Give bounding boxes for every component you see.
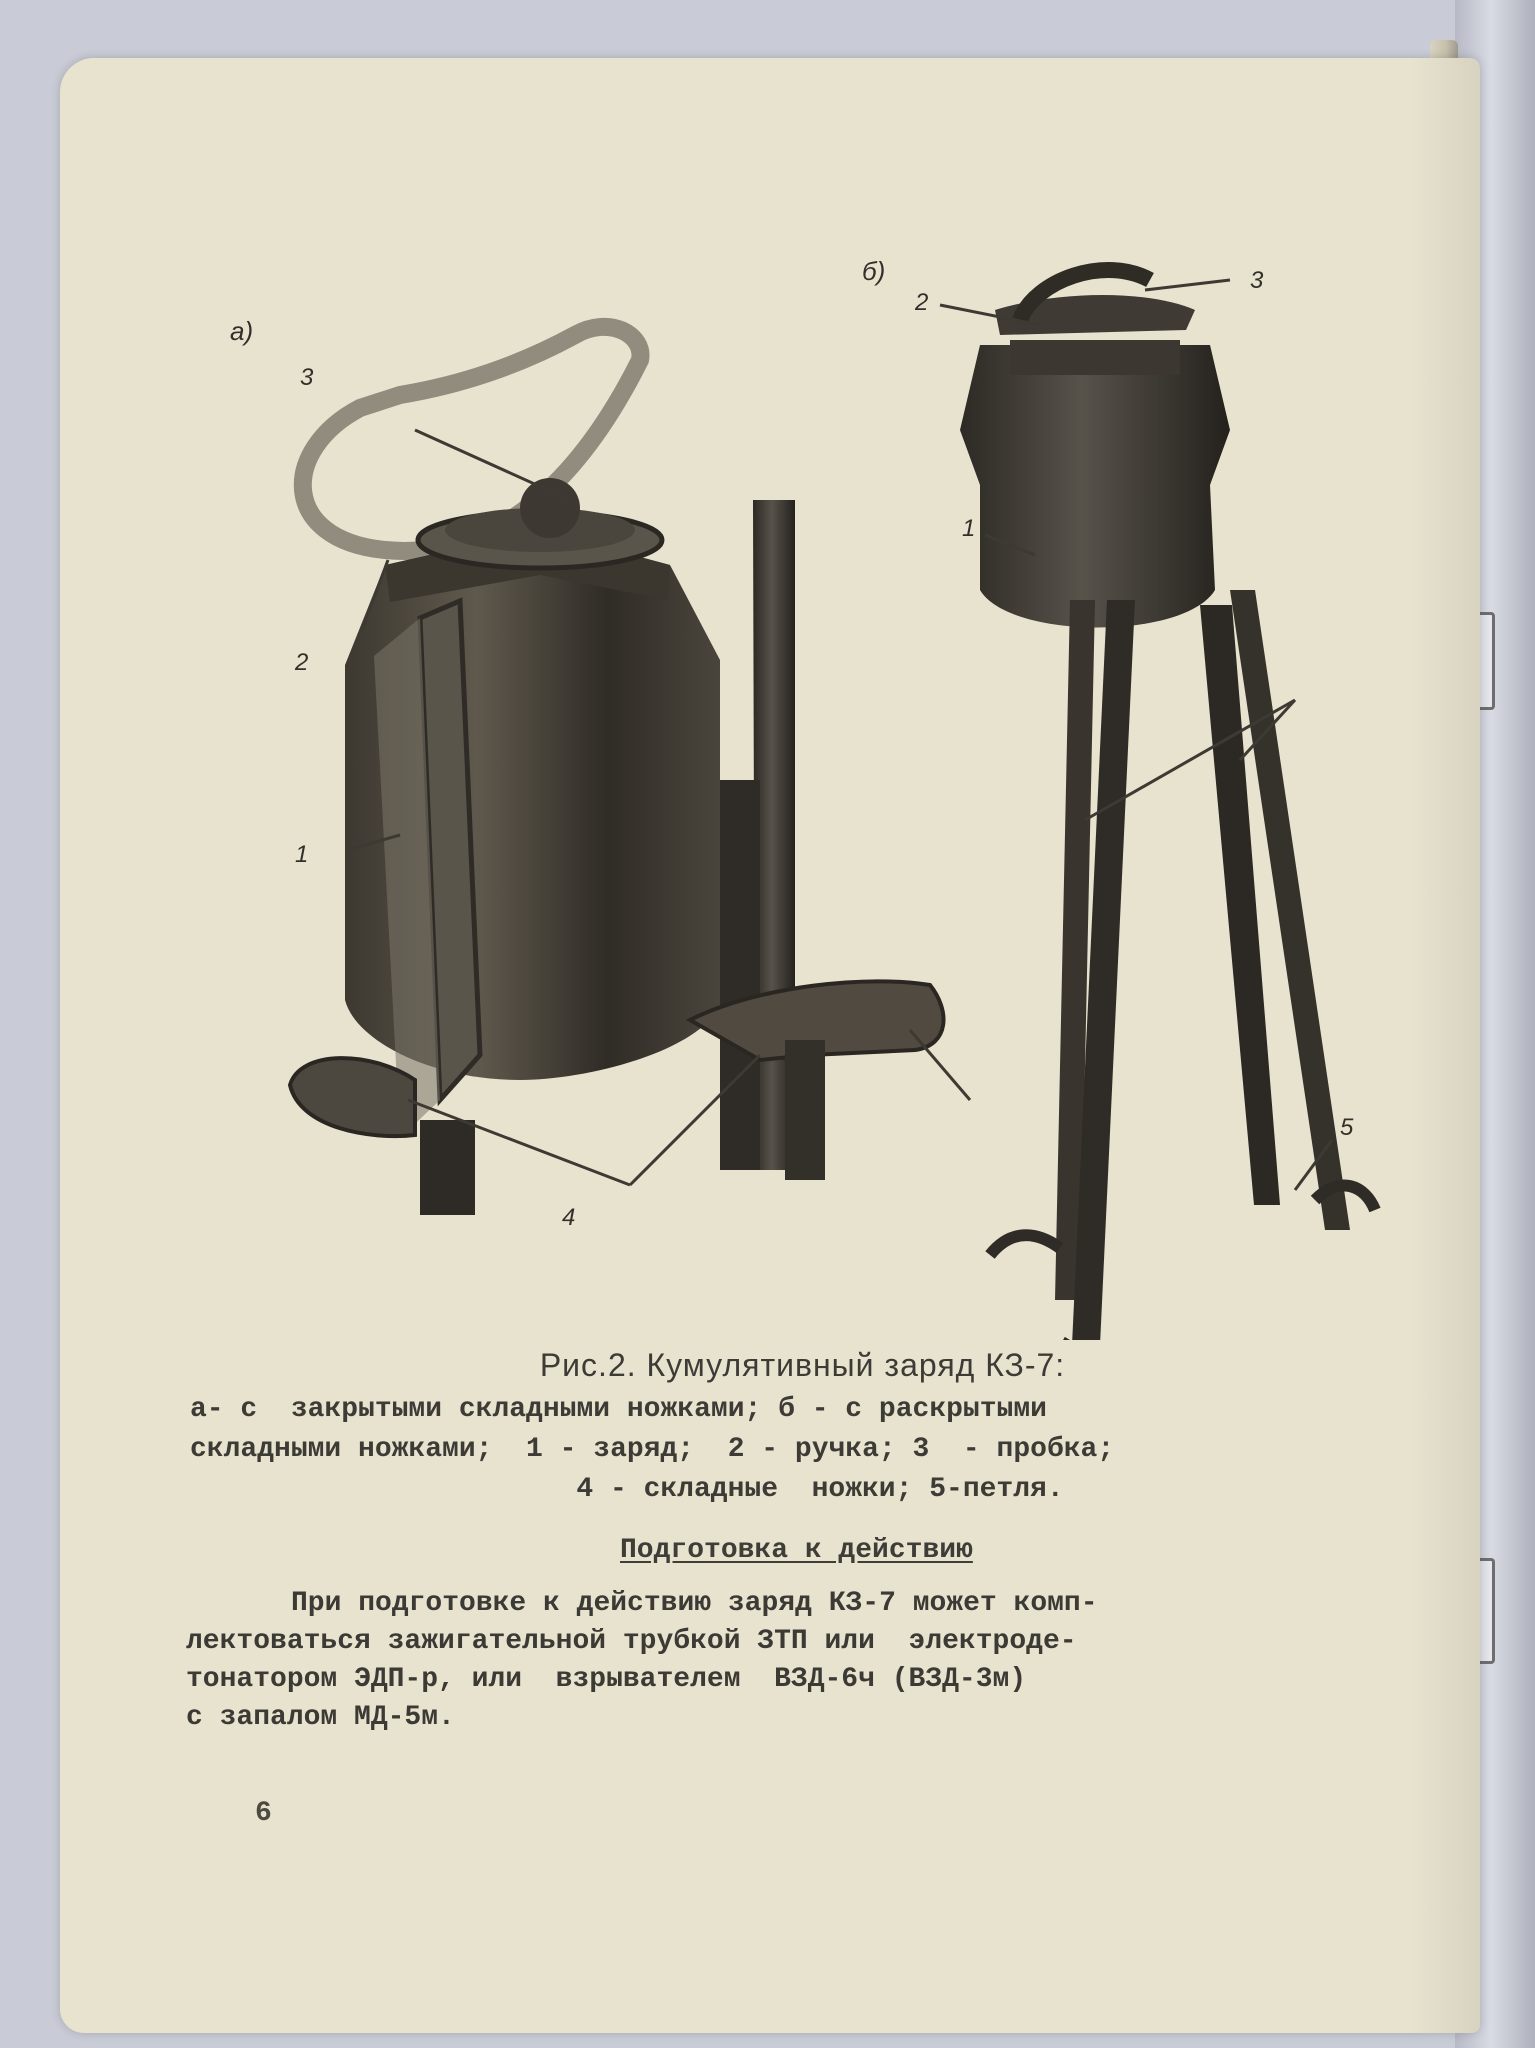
caption-line-3: 4 - складные ножки; 5-петля. [576,1474,1064,1505]
device-illustration-svg [70,170,1390,1340]
section-heading: Подготовка к действию [620,1535,973,1566]
callout-b-3: 3 [1250,267,1264,294]
caption-line-2: складными ножками; 1 - заряд; 2 - ручка; 3 - пробка; [190,1434,1115,1465]
callout-b-2: 2 [915,289,929,316]
callout-a-5: 5 [805,1089,819,1116]
page-number: 6 [255,1798,272,1829]
body-paragraph [186,1585,1366,1737]
caption-title: Рис.2. Кумулятивный заряд КЗ-7: [539,1347,1066,1383]
charge-a-closed-legs [290,327,970,1215]
figure-b-label: б) [862,256,886,286]
figure-illustration [70,170,1390,1340]
body-line-1: При подготовке к действию заряд КЗ-7 может комп- [291,1588,1098,1619]
body-line-2: лектоваться зажигательной трубкой ЗТП или электроде- [186,1626,1077,1657]
body-line-4: с запалом МД-5м. [186,1702,455,1733]
charge-b-open-legs [940,270,1375,1340]
callout-b-1: 1 [962,515,976,542]
callout-a-2: 2 [295,649,309,676]
figure-caption [190,1345,1370,1510]
body-line-3: тонатором ЭДП-р, или взрывателем ВЗД-6ч (ВЗД-3м) [186,1664,1027,1695]
callout-a-3: 3 [300,364,314,391]
caption-line-1: а- с закрытыми складными ножками; б - с раскрытыми [190,1394,1047,1425]
callout-a-1: 1 [295,841,309,868]
callout-b-5: 5 [1340,1114,1354,1141]
figure-a-label: а) [230,316,254,346]
callout-a-4: 4 [562,1204,576,1231]
